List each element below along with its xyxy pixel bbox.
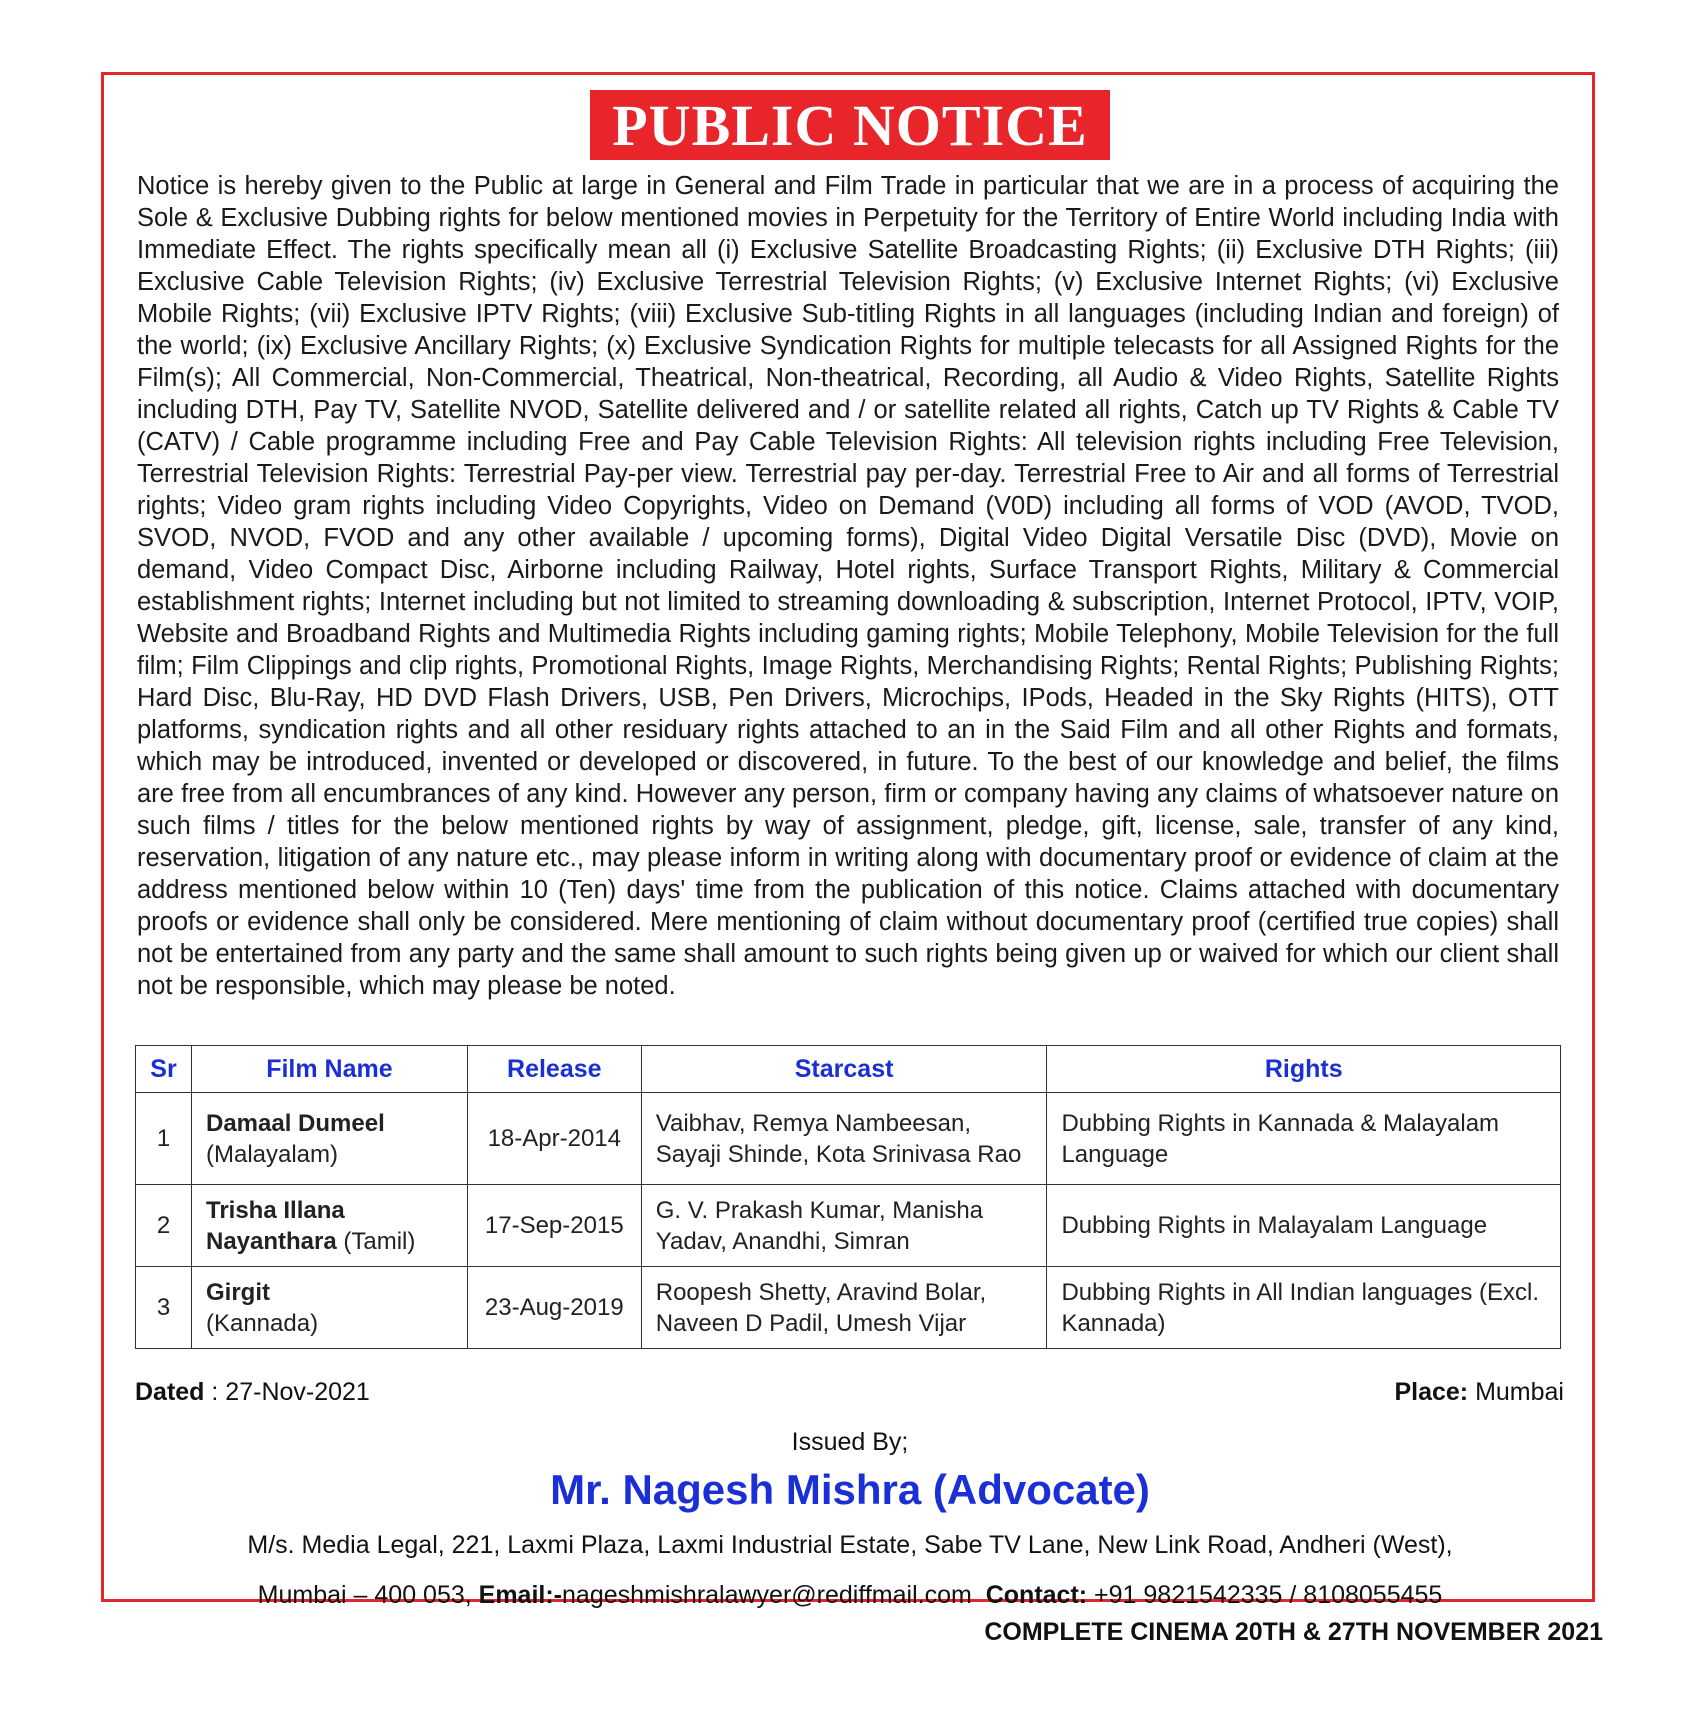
advocate-name: Mr. Nagesh Mishra (Advocate) xyxy=(550,1466,1150,1513)
film-title: Girgit xyxy=(205,1278,270,1306)
place xyxy=(1394,1378,1564,1407)
header-release: Release xyxy=(467,1046,641,1093)
film-language: (Tamil) xyxy=(336,1227,416,1255)
publication-credit: COMPLETE CINEMA 20TH & 27TH NOVEMBER 2021 xyxy=(984,1618,1603,1646)
cell-film xyxy=(191,1267,467,1349)
cell-release: 23-Aug-2019 xyxy=(467,1267,641,1349)
cell-rights: Dubbing Rights in All Indian languages (Excl. Kannada) xyxy=(1047,1267,1561,1349)
title-wrap xyxy=(0,90,1700,160)
cell-rights: Dubbing Rights in Malayalam Language xyxy=(1047,1185,1561,1267)
address-line-1: M/s. Media Legal, 221, Laxmi Plaza, Laxmi Industrial Estate, Sabe TV Lane, New Link Road, Andheri (West), xyxy=(247,1531,1453,1559)
table-row xyxy=(136,1267,1561,1349)
film-language: (Kannada) xyxy=(205,1309,319,1337)
cell-sr: 1 xyxy=(136,1093,192,1185)
notice-title: PUBLIC NOTICE xyxy=(590,90,1109,160)
place-value: Mumbai xyxy=(1468,1378,1564,1406)
dated-label: Dated xyxy=(135,1378,205,1406)
cell-starcast: Roopesh Shetty, Aravind Bolar, Naveen D Padil, Umesh Vijar xyxy=(641,1267,1047,1349)
cell-film xyxy=(191,1185,467,1267)
place-label: Place: xyxy=(1394,1378,1469,1406)
header-starcast: Starcast xyxy=(641,1046,1047,1093)
cell-film xyxy=(191,1093,467,1185)
contact-value: +91 9821542335 / 8108055455 xyxy=(1087,1581,1443,1609)
cell-starcast: G. V. Prakash Kumar, Manisha Yadav, Anandhi, Simran xyxy=(641,1185,1047,1267)
cell-sr: 3 xyxy=(136,1267,192,1349)
notice-body: Notice is hereby given to the Public at large in General and Film Trade in particular that we are in a process of acquiring the Sole & Exclusive Dubbing rights for below mentioned movies in Perpetuity for the Territory of Entire World including India with Immediate Effect. The rights specifically mean all (i) Exclusive Satellite Broadcasting Rights; (ii) Exclusive DTH Rights; (iii) Exclusive Cable Television Rights; (iv) Exclusive Terrestrial Television Rights; (v) Exclusive Internet Rights; (vi) Exclusive Mobile Rights; (vii) Exclusive IPTV Rights; (viii) Exclusive Sub-titling Rights in all languages (including Indian and foreign) of the world; (ix) Exclusive Ancillary Rights; (x) Exclusive Syndication Rights for multiple telecasts for all Assigned Rights for the Film(s); All Commercial, Non-Commercial, Theatrical, Non-theatrical, Recording, all Audio & Video Rights, Satellite Rights including DTH, Pay TV, Satellite NVOD, Satellite delivered and / or satellite related all rights, Catch up TV Rights & Cable TV (CATV) / Cable programme including Free and Pay Cable Television Rights: All television rights including Free Television, Terrestrial Television Rights: Terrestrial Pay-per view. Terrestrial pay per-day. Terrestrial Free to Air and all forms of Terrestrial rights; Video gram rights including Video Copyrights, Video on Demand (V0D) including all forms of VOD (AVOD, TVOD, SVOD, NVOD, FVOD and any other available / upcoming forms), Digital Video Digital Versatile Disc (DVD), Movie on demand, Video Compact Disc, Airborne including Railway, Hotel rights, Surface Transport Rights, Military & Commercial establishment rights; Internet including but not limited to streaming downloading & subscription, Internet Protocol, IPTV, VOIP, Website and Broadband Rights and Multimedia Rights including gaming rights; Mobile Telephony, Mobile Television for the full film; Film Clippings and clip rights, Promotional Rights, Image Rights, Merchandising Rights; Rental Rights; Publishing Rights; Hard Disc, Blu-Ray, HD DVD Flash Drivers, USB, Pen Drivers, Microchips, IPods, Headed in the Sky Rights (HITS), OTT platforms, syndication rights and all other residuary rights attached to an in the Said Film and all other Rights and formats, which may be introduced, invented or developed or discovered, in future. To the best of our knowledge and belief, the films are free from all encumbrances of any kind. However any person, firm or company having any claims of whatsoever nature on such films / titles for the below mentioned rights by way of assignment, pledge, gift, license, sale, transfer of any kind, reservation, litigation of any nature etc., may please inform in writing along with documentary proof or evidence of claim at the address mentioned below within 10 (Ten) days' time from the publication of this notice. Claims attached with documentary proofs or evidence shall only be considered. Mere mentioning of claim without documentary proof (certified true copies) shall not be entertained from any party and the same shall amount to such rights being given up or waived for which our client shall not be responsible, which may please be noted. xyxy=(137,172,1559,1000)
cell-sr: 2 xyxy=(136,1185,192,1267)
film-title: Trisha Illana Nayanthara xyxy=(205,1196,345,1255)
address-block xyxy=(0,1520,1700,1620)
issued-by: Issued By; xyxy=(791,1428,909,1456)
dated xyxy=(135,1378,370,1407)
email-value[interactable]: nageshmishralawyer@rediffmail.com xyxy=(562,1581,972,1609)
film-language: (Malayalam) xyxy=(205,1140,339,1168)
email-label: Email:- xyxy=(478,1581,563,1609)
header-film-name: Film Name xyxy=(191,1046,467,1093)
contact-label: Contact: xyxy=(985,1581,1088,1609)
header-sr: Sr xyxy=(136,1046,192,1093)
dated-value: : 27-Nov-2021 xyxy=(204,1378,370,1406)
table-header-row xyxy=(136,1046,1561,1093)
address-city: Mumbai – 400 053, xyxy=(257,1581,479,1609)
films-table xyxy=(135,1045,1561,1349)
cell-starcast: Vaibhav, Remya Nambeesan, Sayaji Shinde, Kota Srinivasa Rao xyxy=(641,1093,1047,1185)
cell-release: 18-Apr-2014 xyxy=(467,1093,641,1185)
cell-rights: Dubbing Rights in Kannada & Malayalam Language xyxy=(1047,1093,1561,1185)
cell-release: 17-Sep-2015 xyxy=(467,1185,641,1267)
film-title: Damaal Dumeel xyxy=(205,1109,385,1137)
table-row xyxy=(136,1093,1561,1185)
address-line-2 xyxy=(0,1570,1700,1620)
table-row xyxy=(136,1185,1561,1267)
header-rights: Rights xyxy=(1047,1046,1561,1093)
